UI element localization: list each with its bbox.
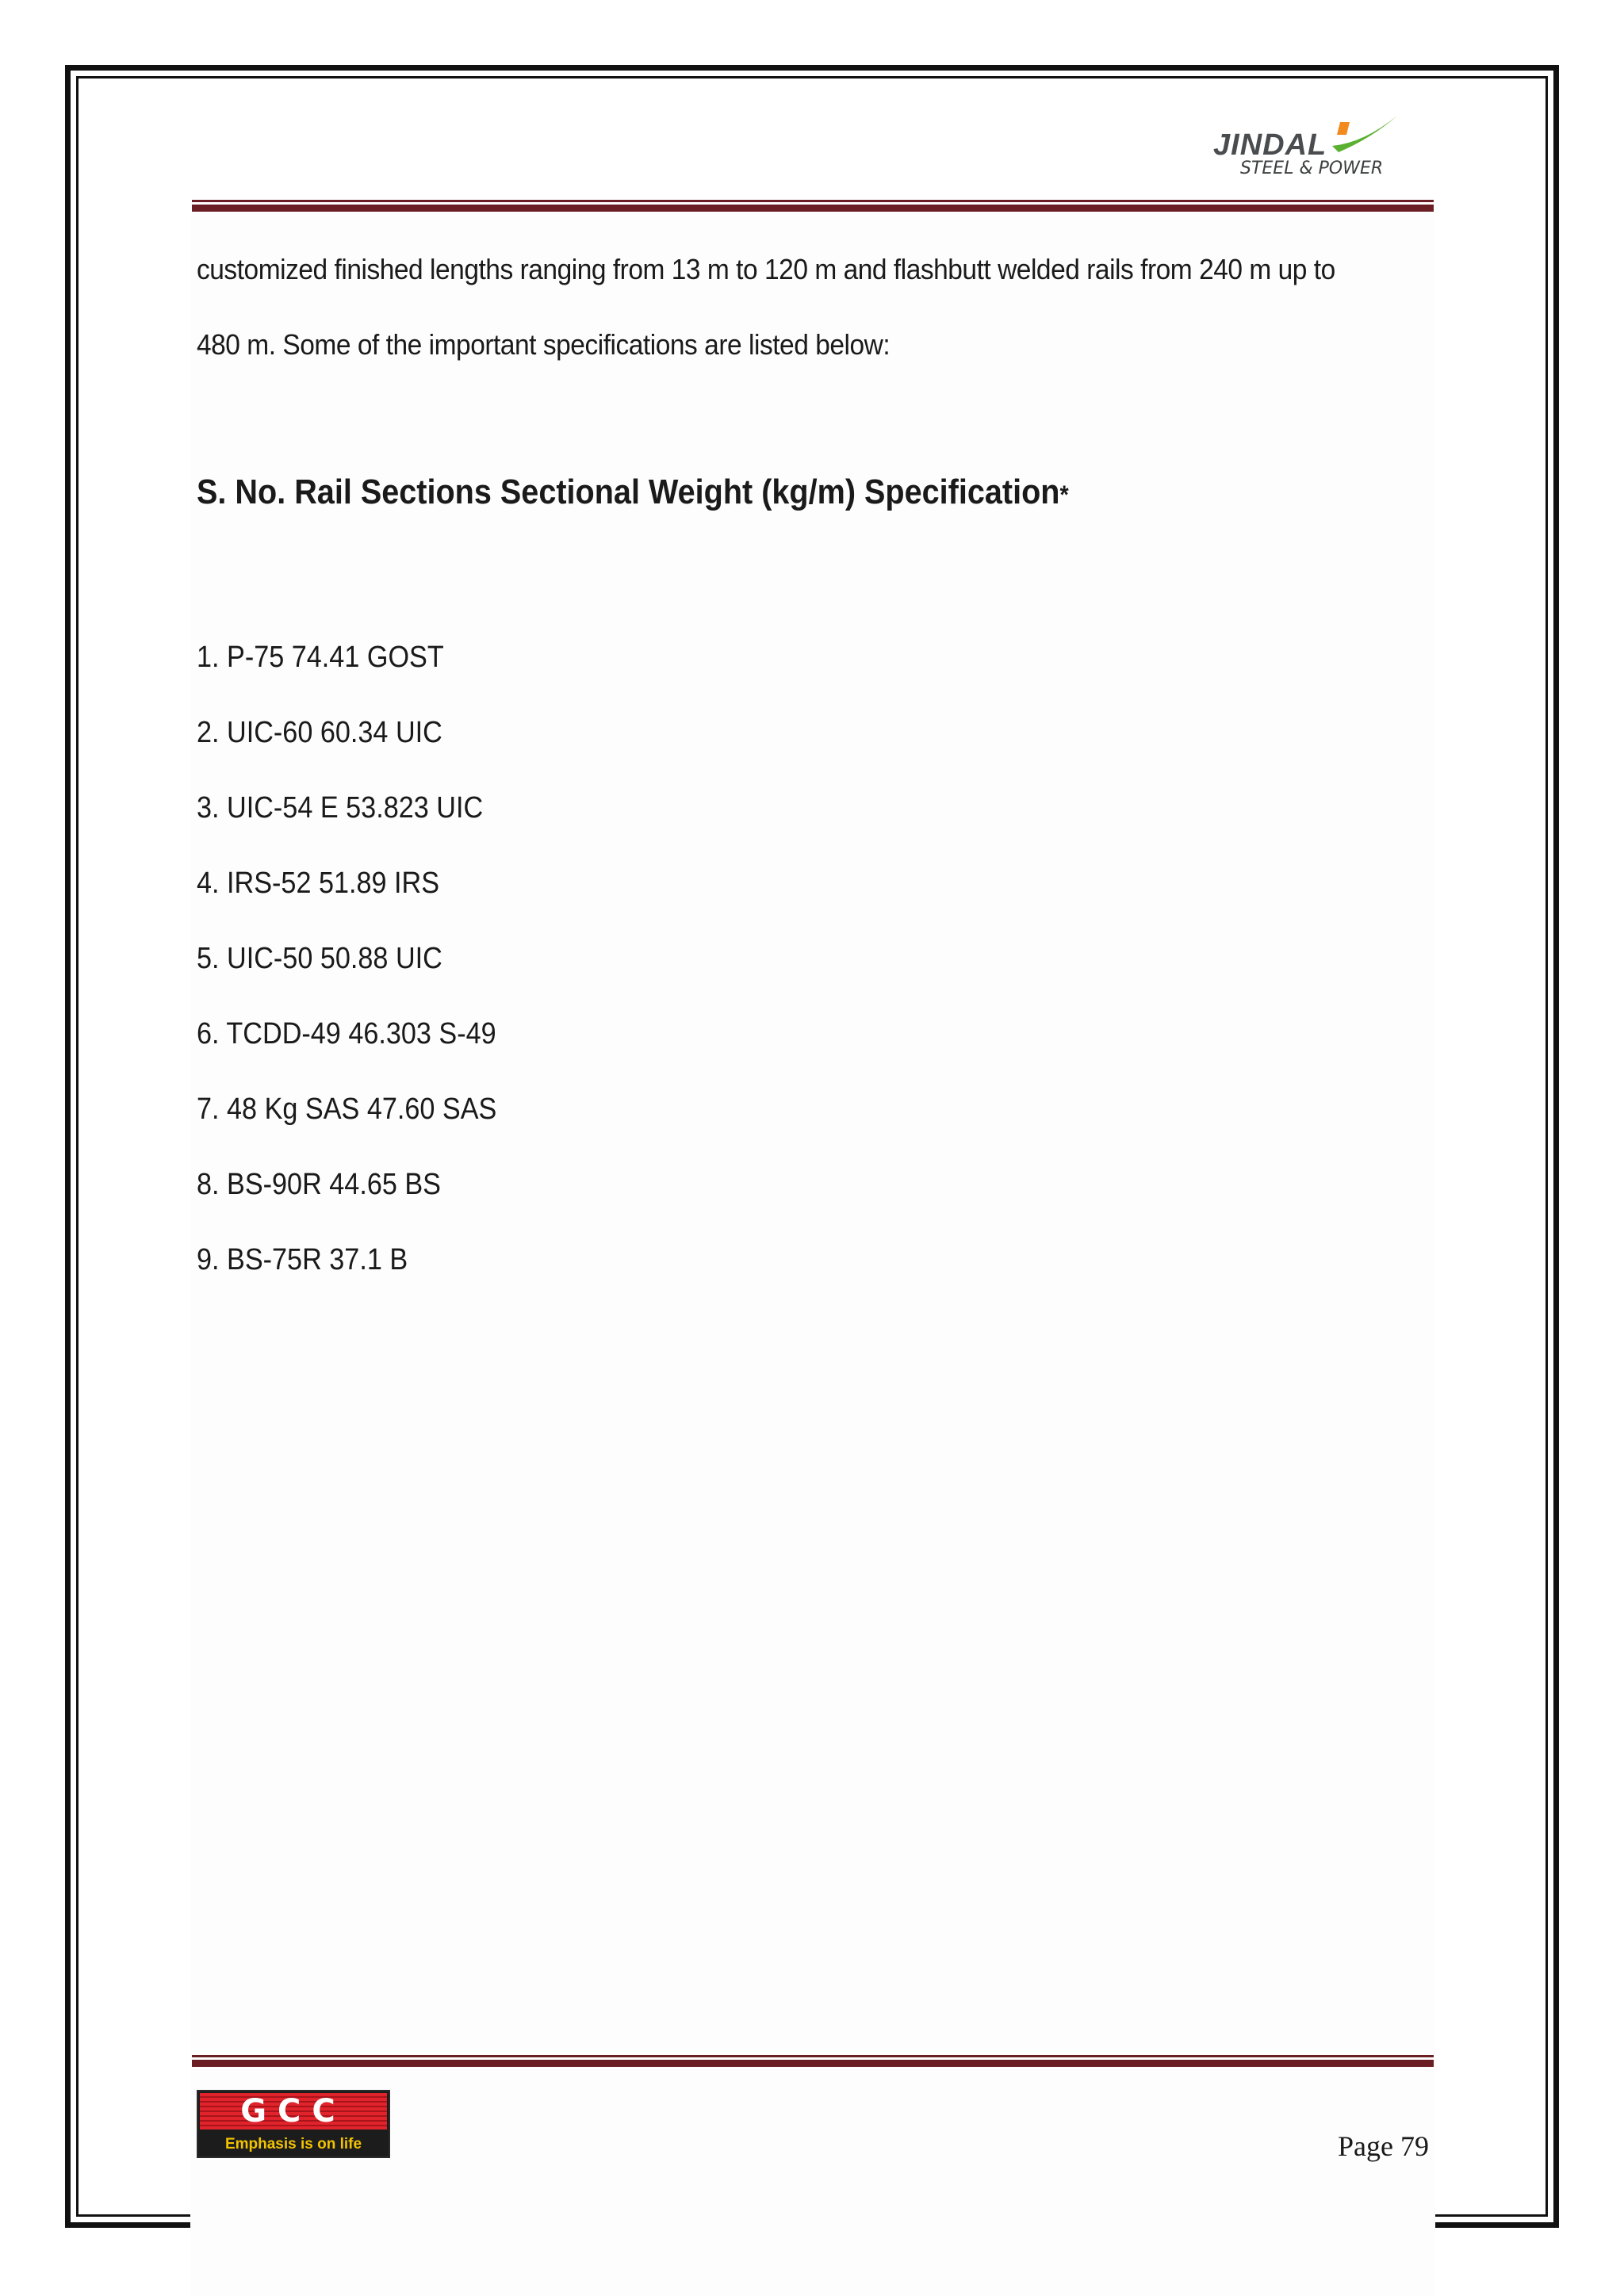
list-item: 8. BS-90R 44.65 BS [197, 1168, 441, 1201]
gcc-tagline: Emphasis is on life [224, 2136, 362, 2152]
intro-paragraph [197, 232, 1335, 382]
footer-rule [192, 2055, 1434, 2067]
page-number: Page 79 [1338, 2130, 1429, 2162]
list-item: 9. BS-75R 37.1 B [197, 1243, 408, 1276]
logo-wordmark: JINDAL [1213, 128, 1327, 162]
list-item: 4. IRS-52 51.89 IRS [197, 867, 440, 900]
table-heading-text: S. No. Rail Sections Sectional Weight (kg/m) Specification [197, 473, 1060, 511]
header-rule [192, 200, 1434, 212]
rail-spec-list [197, 620, 530, 1298]
list-item: 7. 48 Kg SAS 47.60 SAS [197, 1093, 497, 1126]
intro-line-2: 480 m. Some of the important specifications are listed below: [197, 328, 891, 361]
list-item: 3. UIC-54 E 53.823 UIC [197, 791, 484, 825]
list-item: 5. UIC-50 50.88 UIC [197, 942, 442, 975]
gcc-logo-text: GCC [240, 2093, 347, 2130]
heading-asterisk: * [1059, 480, 1069, 509]
list-item: 2. UIC-60 60.34 UIC [197, 716, 442, 749]
intro-line-1: customized finished lengths ranging from 13 m to 120 m and flashbutt welded rails from 240 m up to [197, 253, 1335, 285]
list-item: 6. TCDD-49 46.303 S-49 [197, 1017, 496, 1050]
jindal-logo [1205, 109, 1404, 189]
logo-subtitle: STEEL & POWER [1240, 159, 1384, 178]
gcc-logo [197, 2090, 390, 2158]
table-heading [197, 473, 1069, 512]
list-item: 1. P-75 74.41 GOST [197, 641, 444, 674]
